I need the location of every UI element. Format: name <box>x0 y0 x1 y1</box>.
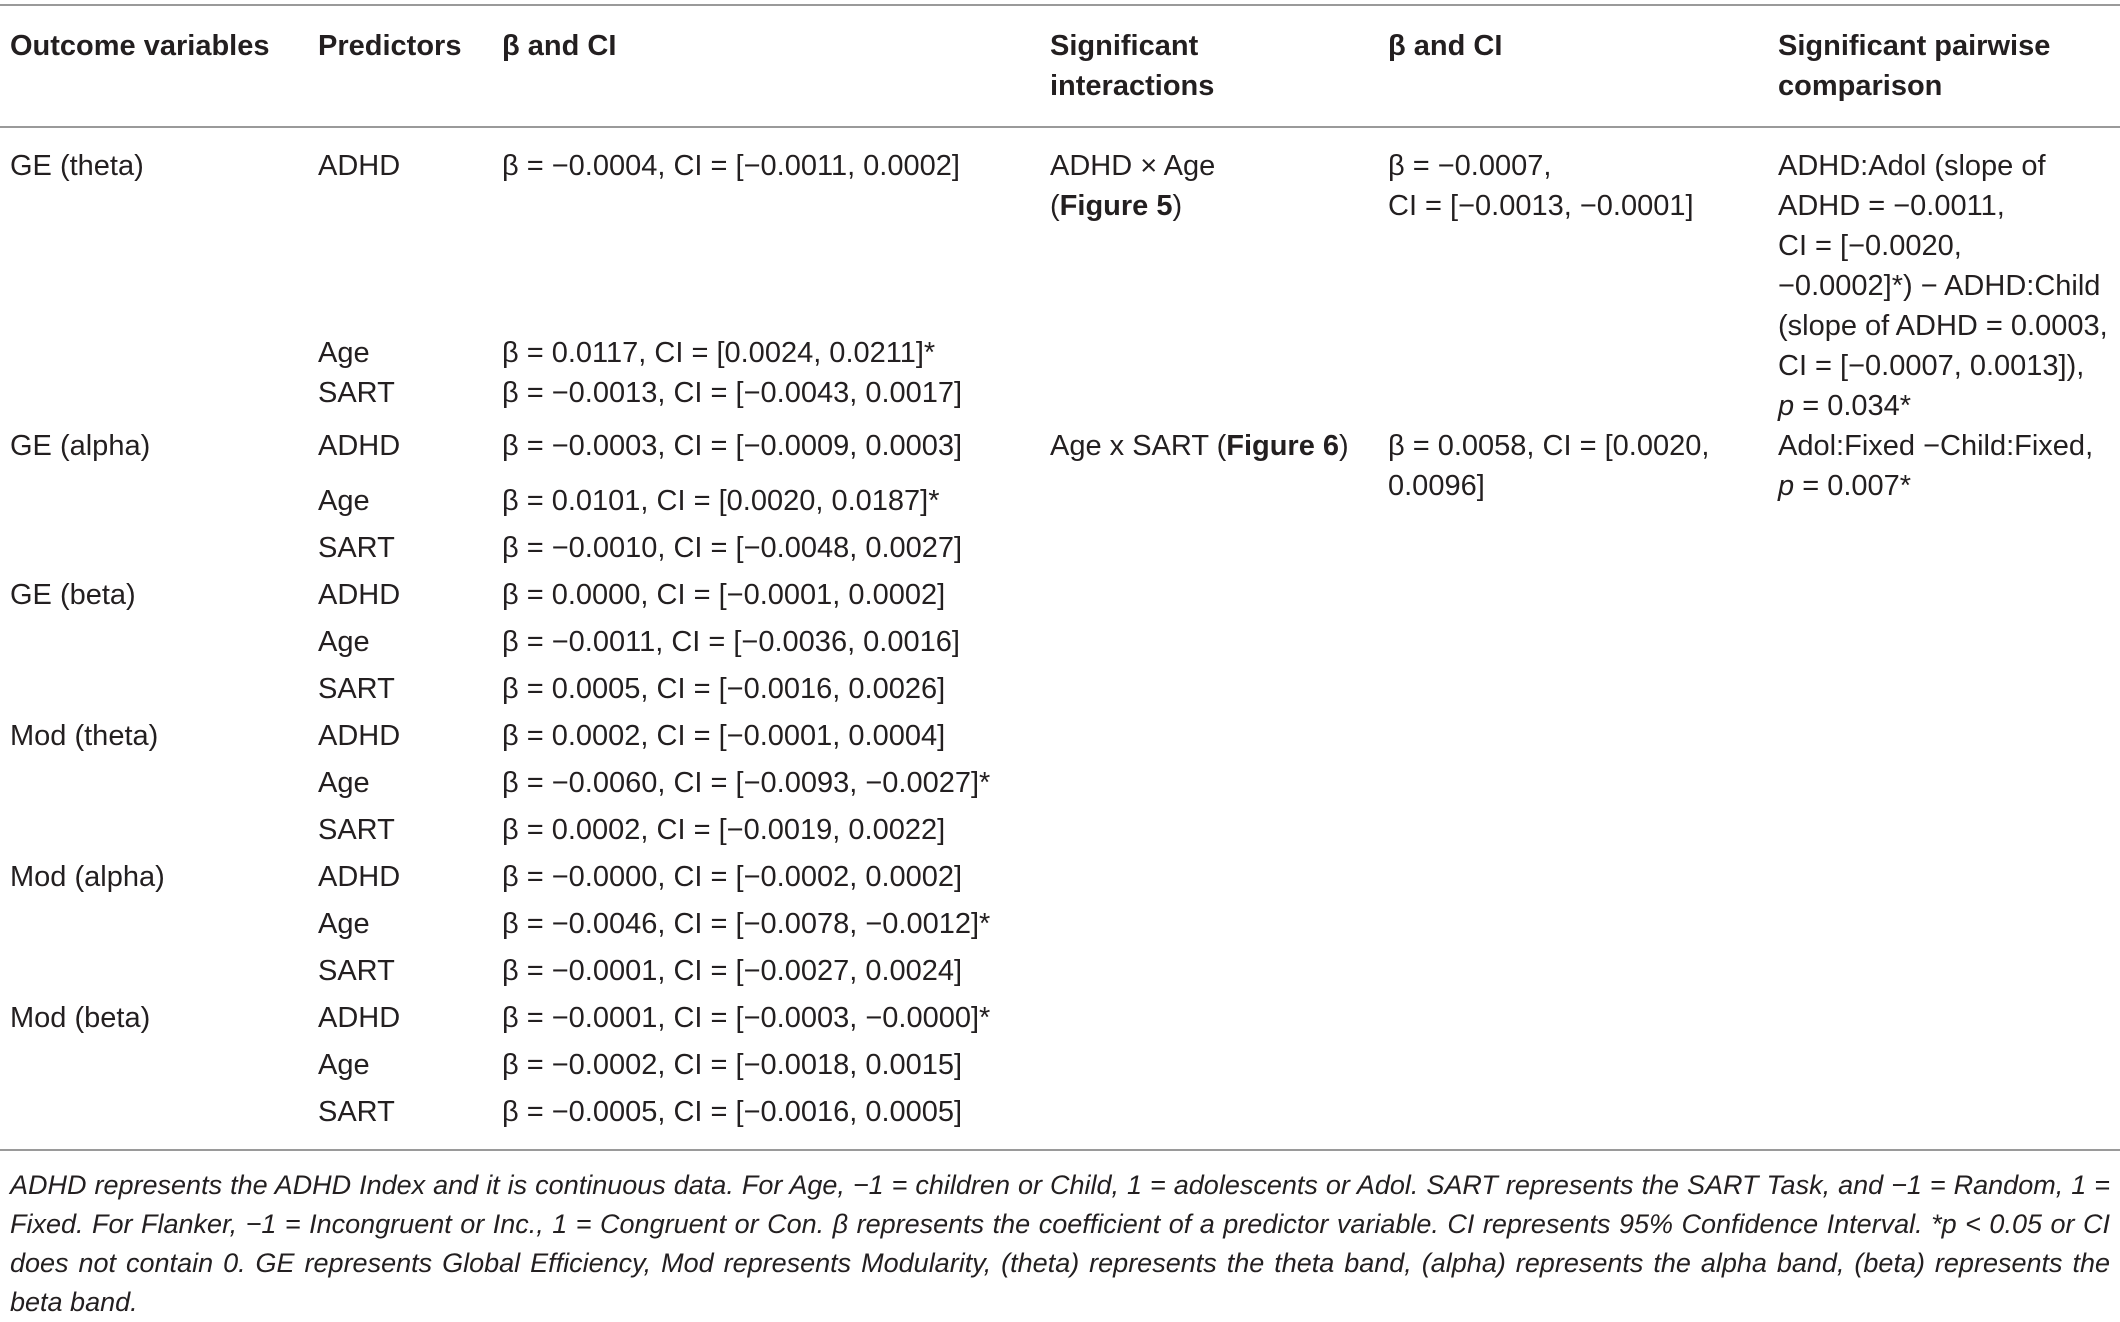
predictor-cell: SART <box>318 376 395 409</box>
predictor-cell: Age <box>318 1049 370 1081</box>
outcome-cell <box>0 373 308 426</box>
beta-cell: β = −0.0011, CI = [−0.0036, 0.0016] <box>502 626 960 658</box>
beta-cell: β = −0.0001, CI = [−0.0003, −0.0000]* <box>502 1002 991 1034</box>
predictor-cell: Age <box>318 485 370 517</box>
outcome-cell <box>0 201 308 373</box>
beta-cell: β = −0.0001, CI = [−0.0027, 0.0024] <box>502 955 963 987</box>
predictor-cell: ADHD <box>318 861 401 893</box>
predictor-cell: SART <box>318 814 395 846</box>
figure-ref: Figure 5 <box>1059 190 1173 222</box>
table-header <box>0 5 2120 127</box>
beta-cell: β = −0.0004, CI = [−0.0011, 0.0002] <box>502 150 960 182</box>
predictor-cell: SART <box>318 1096 395 1128</box>
predictor-cell: Age <box>318 767 370 799</box>
predictor-cell: ADHD <box>318 430 401 462</box>
outcome-cell <box>0 481 308 528</box>
beta-cell: β = 0.0117, CI = [0.0024, 0.0211]* <box>502 336 936 369</box>
pairwise-cell: ADHD:Adol (slope of ADHD = −0.0011, CI = [−0.0020, −0.0002]*) − ADHD:Child (slope of ADHD = 0.0003, CI = [−0.0007, 0.0013]), p = 0.034* <box>1778 150 2108 422</box>
outcome-cell <box>0 1092 308 1150</box>
beta-cell: β = −0.0010, CI = [−0.0048, 0.0027] <box>502 532 963 564</box>
outcome-cell <box>0 669 308 716</box>
beta-cell: β = 0.0000, CI = [−0.0001, 0.0002] <box>502 579 946 611</box>
outcome-cell <box>0 810 308 857</box>
header-outcome: Outcome variables <box>10 30 270 62</box>
table-body <box>0 127 2120 1150</box>
interaction-cell: Age x SART (Figure 6) <box>1050 430 1349 462</box>
header-predictors: Predictors <box>318 30 462 62</box>
beta-cell: β = −0.0013, CI = [−0.0043, 0.0017] <box>502 376 963 409</box>
beta-cell: β = −0.0046, CI = [−0.0078, −0.0012]* <box>502 908 991 940</box>
header-interaction-beta-ci: β and CI <box>1388 30 1503 62</box>
outcome-cell: GE (theta) <box>10 150 144 182</box>
predictor-cell: ADHD <box>318 150 401 182</box>
header-pairwise: Significant pairwise comparison <box>1778 30 2051 102</box>
outcome-cell: Mod (theta) <box>10 720 159 752</box>
outcome-cell <box>0 528 308 575</box>
beta-cell: β = −0.0002, CI = [−0.0018, 0.0015] <box>502 1049 963 1081</box>
table-row <box>0 127 2120 201</box>
table-row <box>0 426 2120 481</box>
beta-cell: β = −0.0003, CI = [−0.0009, 0.0003] <box>502 430 963 462</box>
figure-ref: Figure 6 <box>1226 430 1340 462</box>
header-interactions: Significant interactions <box>1050 30 1215 102</box>
interaction-label: ADHD × Age <box>1050 150 1216 182</box>
header-beta-ci: β and CI <box>502 30 617 62</box>
outcome-cell: GE (alpha) <box>10 430 151 462</box>
predictor-cell: ADHD <box>318 720 401 752</box>
predictor-cell: Age <box>318 336 370 369</box>
predictor-cell: SART <box>318 673 395 705</box>
outcome-cell: Mod (alpha) <box>10 861 165 893</box>
predictor-cell: ADHD <box>318 1002 401 1034</box>
predictor-cell: SART <box>318 955 395 987</box>
outcome-cell <box>0 622 308 669</box>
predictor-cell: ADHD <box>318 579 401 611</box>
table-footnote: ADHD represents the ADHD Index and it is continuous data. For Age, −1 = children or Child, 1 = adolescents or Adol. SART represents the SART Task, and −1 = Random, 1 = Fixed. For Flanker, −1 = Incongruent or Inc., 1 = Congruent or Con. β represents the coefficient of a predictor variable. CI represents 95% Confidence Interval. *p < 0.05 or CI does not contain 0. GE represents Global Efficiency, Mod represents Modularity, (theta) represents the theta band, (alpha) represents the alpha band, (beta) represents the beta band. <box>10 1170 2110 1317</box>
beta-cell: β = 0.0002, CI = [−0.0001, 0.0004] <box>502 720 946 752</box>
beta-cell: β = 0.0005, CI = [−0.0016, 0.0026] <box>502 673 946 705</box>
beta-cell: β = 0.0101, CI = [0.0020, 0.0187]* <box>502 485 940 517</box>
interaction-beta-cell: β = −0.0007, CI = [−0.0013, −0.0001] <box>1388 150 1694 222</box>
interaction-cell: ADHD × Age (Figure 5) <box>1050 150 1216 222</box>
predictor-cell: SART <box>318 532 395 564</box>
beta-cell: β = 0.0002, CI = [−0.0019, 0.0022] <box>502 814 946 846</box>
beta-cell: β = −0.0005, CI = [−0.0016, 0.0005] <box>502 1096 963 1128</box>
pairwise-cell: Adol:Fixed −Child:Fixed, p = 0.007* <box>1778 430 2094 502</box>
results-table <box>0 4 2120 1151</box>
beta-cell: β = −0.0000, CI = [−0.0002, 0.0002] <box>502 861 963 893</box>
outcome-cell <box>0 1045 308 1092</box>
outcome-cell: Mod (beta) <box>10 1002 151 1034</box>
outcome-cell <box>0 904 308 951</box>
outcome-cell: GE (beta) <box>10 579 136 611</box>
predictor-cell: Age <box>318 908 370 940</box>
beta-cell: β = −0.0060, CI = [−0.0093, −0.0027]* <box>502 767 991 799</box>
interaction-label: Age x SART ( <box>1050 430 1227 462</box>
interaction-beta-cell: β = 0.0058, CI = [0.0020, 0.0096] <box>1388 430 1710 502</box>
outcome-cell <box>0 763 308 810</box>
outcome-cell <box>0 951 308 998</box>
predictor-cell: Age <box>318 626 370 658</box>
